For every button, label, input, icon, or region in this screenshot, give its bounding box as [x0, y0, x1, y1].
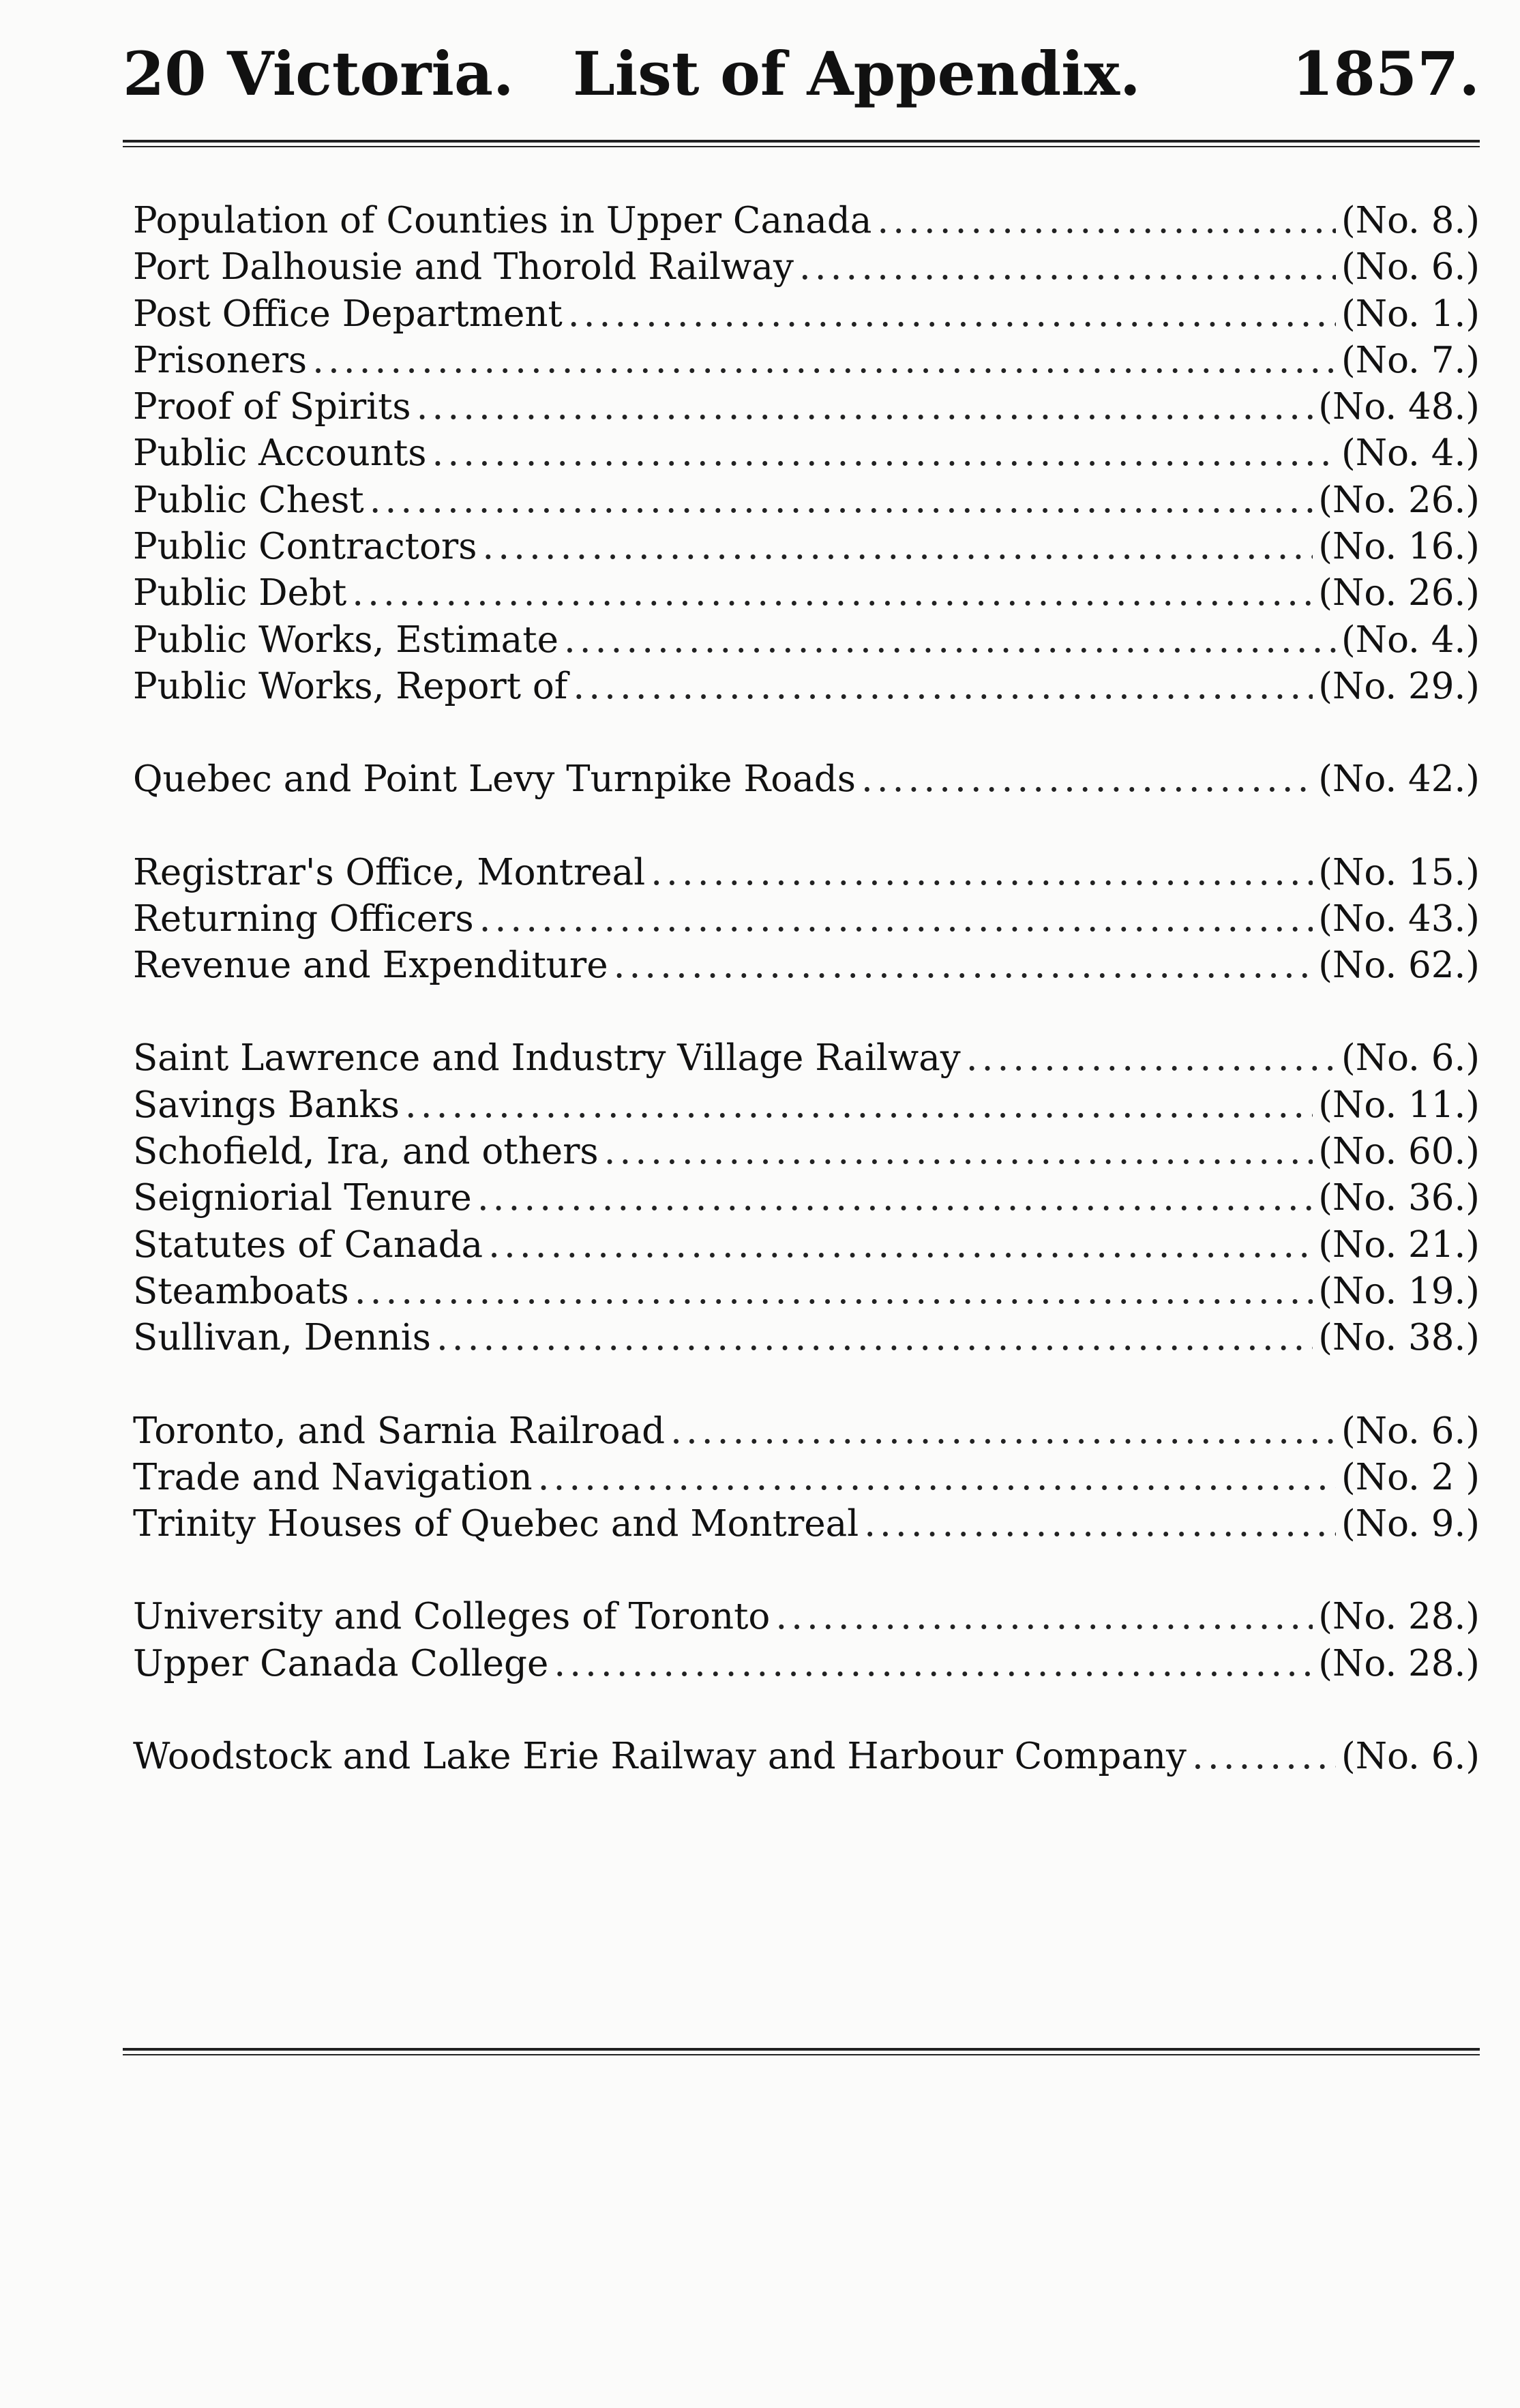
- dot-leader: [877, 198, 1336, 244]
- entry-appendix-number: (No. 48.): [1318, 386, 1480, 428]
- entry-title: Woodstock and Lake Erie Railway and Harbour Company: [133, 1736, 1187, 1778]
- dot-leader: [554, 1641, 1313, 1687]
- appendix-entry: [133, 850, 1480, 896]
- entry-title: Steamboats: [133, 1270, 349, 1312]
- dot-leader: [312, 338, 1336, 384]
- dot-leader: [966, 1035, 1336, 1082]
- entry-title: University and Colleges of Toronto: [133, 1596, 771, 1638]
- dot-leader: [1192, 1734, 1336, 1780]
- dot-leader: [538, 1455, 1336, 1501]
- appendix-entry: [133, 756, 1480, 803]
- appendix-list: [133, 198, 1480, 1780]
- header-rule: [123, 140, 1480, 143]
- dot-leader: [799, 244, 1336, 291]
- appendix-entry: [133, 1734, 1480, 1780]
- dot-leader: [568, 291, 1336, 338]
- header-title: List of Appendix.: [573, 38, 1141, 109]
- entry-appendix-number: (No. 9.): [1341, 1503, 1480, 1545]
- dot-leader: [775, 1594, 1313, 1640]
- appendix-entry: [133, 1408, 1480, 1455]
- entry-title: Trade and Navigation: [133, 1456, 533, 1498]
- entry-appendix-number: (No. 36.): [1318, 1177, 1480, 1219]
- dot-leader: [417, 384, 1313, 430]
- appendix-entry: [133, 524, 1480, 570]
- appendix-entry: [133, 1082, 1480, 1129]
- entry-appendix-number: (No. 6.): [1341, 1037, 1480, 1080]
- entry-appendix-number: (No. 26.): [1318, 479, 1480, 521]
- entry-title: Sullivan, Dennis: [133, 1317, 431, 1359]
- footer-rule: [123, 2048, 1480, 2051]
- dot-leader: [651, 850, 1313, 896]
- dot-leader: [564, 617, 1336, 664]
- entry-appendix-number: (No. 8.): [1341, 200, 1480, 241]
- appendix-entry: [133, 1501, 1480, 1547]
- appendix-entry: [133, 1175, 1480, 1221]
- entry-title: Quebec and Point Levy Turnpike Roads: [133, 758, 856, 801]
- appendix-entry: [133, 1641, 1480, 1687]
- entry-appendix-number: (No. 21.): [1318, 1223, 1480, 1266]
- dot-leader: [604, 1129, 1313, 1175]
- entry-title: Proof of Spirits: [133, 386, 411, 428]
- entry-appendix-number: (No. 15.): [1318, 851, 1480, 893]
- dot-leader: [479, 896, 1313, 942]
- dot-leader: [488, 1222, 1313, 1268]
- entry-title: Post Office Department: [133, 293, 563, 335]
- appendix-entry: [133, 291, 1480, 338]
- appendix-entry: [133, 570, 1480, 616]
- entry-appendix-number: (No. 28.): [1318, 1596, 1480, 1638]
- entry-appendix-number: (No. 60.): [1318, 1131, 1480, 1173]
- entry-title: Seigniorial Tenure: [133, 1177, 472, 1219]
- dot-leader: [370, 477, 1313, 524]
- dot-leader: [352, 570, 1313, 616]
- entry-title: Returning Officers: [133, 897, 474, 940]
- header-year: 1857.: [1292, 38, 1480, 109]
- appendix-entry: [133, 1129, 1480, 1175]
- dot-leader: [355, 1268, 1313, 1315]
- entry-appendix-number: (No. 29.): [1318, 665, 1480, 707]
- appendix-entry: [133, 1222, 1480, 1268]
- entry-appendix-number: (No. 11.): [1318, 1084, 1480, 1126]
- entry-title: Trinity Houses of Quebec and Montreal: [133, 1503, 859, 1545]
- appendix-entry: [133, 1594, 1480, 1640]
- dot-leader: [614, 942, 1313, 989]
- entry-title: Registrar's Office, Montreal: [133, 851, 646, 893]
- appendix-entry: [133, 942, 1480, 989]
- appendix-entry: [133, 1035, 1480, 1082]
- entry-title: Statutes of Canada: [133, 1223, 483, 1266]
- entry-appendix-number: (No. 28.): [1318, 1642, 1480, 1684]
- appendix-entry: [133, 1315, 1480, 1361]
- entry-title: Public Works, Report of: [133, 665, 568, 707]
- entry-appendix-number: (No. 4.): [1341, 619, 1480, 661]
- dot-leader: [573, 664, 1313, 710]
- entry-appendix-number: (No. 42.): [1318, 758, 1480, 801]
- dot-leader: [670, 1408, 1336, 1455]
- dot-leader: [482, 524, 1313, 570]
- appendix-entry: [133, 338, 1480, 384]
- header-rule-thin: [123, 146, 1480, 147]
- entry-title: Savings Banks: [133, 1084, 400, 1126]
- entry-title: Population of Counties in Upper Canada: [133, 200, 872, 241]
- entry-title: Public Accounts: [133, 432, 427, 475]
- entry-appendix-number: (No. 6.): [1341, 246, 1480, 288]
- entry-title: Upper Canada College: [133, 1642, 549, 1684]
- entry-title: Public Contractors: [133, 526, 477, 568]
- entry-appendix-number: (No. 38.): [1318, 1317, 1480, 1359]
- entry-title: Toronto, and Sarnia Railroad: [133, 1410, 666, 1452]
- entry-appendix-number: (No. 7.): [1341, 339, 1480, 381]
- entry-appendix-number: (No. 16.): [1318, 526, 1480, 568]
- entry-title: Saint Lawrence and Industry Village Railway: [133, 1037, 961, 1080]
- appendix-entry: [133, 244, 1480, 291]
- dot-leader: [436, 1315, 1313, 1361]
- entry-appendix-number: (No. 2 ): [1341, 1456, 1480, 1498]
- dot-leader: [405, 1082, 1313, 1129]
- appendix-entry: [133, 664, 1480, 710]
- entry-appendix-number: (No. 6.): [1341, 1736, 1480, 1778]
- dot-leader: [861, 756, 1313, 803]
- dot-leader: [477, 1175, 1313, 1221]
- appendix-entry: [133, 896, 1480, 942]
- appendix-entry: [133, 477, 1480, 524]
- appendix-entry: [133, 384, 1480, 430]
- dot-leader: [432, 430, 1336, 477]
- entry-title: Public Chest: [133, 479, 364, 521]
- entry-appendix-number: (No. 26.): [1318, 572, 1480, 614]
- entry-appendix-number: (No. 4.): [1341, 432, 1480, 475]
- appendix-entry: [133, 430, 1480, 477]
- entry-title: Schofield, Ira, and others: [133, 1131, 599, 1173]
- entry-title: Revenue and Expenditure: [133, 945, 608, 987]
- entry-appendix-number: (No. 6.): [1341, 1410, 1480, 1452]
- entry-title: Prisoners: [133, 339, 308, 381]
- entry-appendix-number: (No. 62.): [1318, 945, 1480, 987]
- entry-title: Public Works, Estimate: [133, 619, 558, 661]
- appendix-entry: [133, 198, 1480, 244]
- entry-appendix-number: (No. 19.): [1318, 1270, 1480, 1312]
- footer-rule-thin: [123, 2054, 1480, 2055]
- appendix-entry: [133, 1455, 1480, 1501]
- appendix-entry: [133, 1268, 1480, 1315]
- page-header: [123, 33, 1480, 115]
- entry-title: Public Debt: [133, 572, 347, 614]
- header-session: 20 Victoria.: [123, 38, 514, 109]
- entry-appendix-number: (No. 1.): [1341, 293, 1480, 335]
- appendix-entry: [133, 617, 1480, 664]
- dot-leader: [864, 1501, 1336, 1547]
- entry-title: Port Dalhousie and Thorold Railway: [133, 246, 794, 288]
- entry-appendix-number: (No. 43.): [1318, 897, 1480, 940]
